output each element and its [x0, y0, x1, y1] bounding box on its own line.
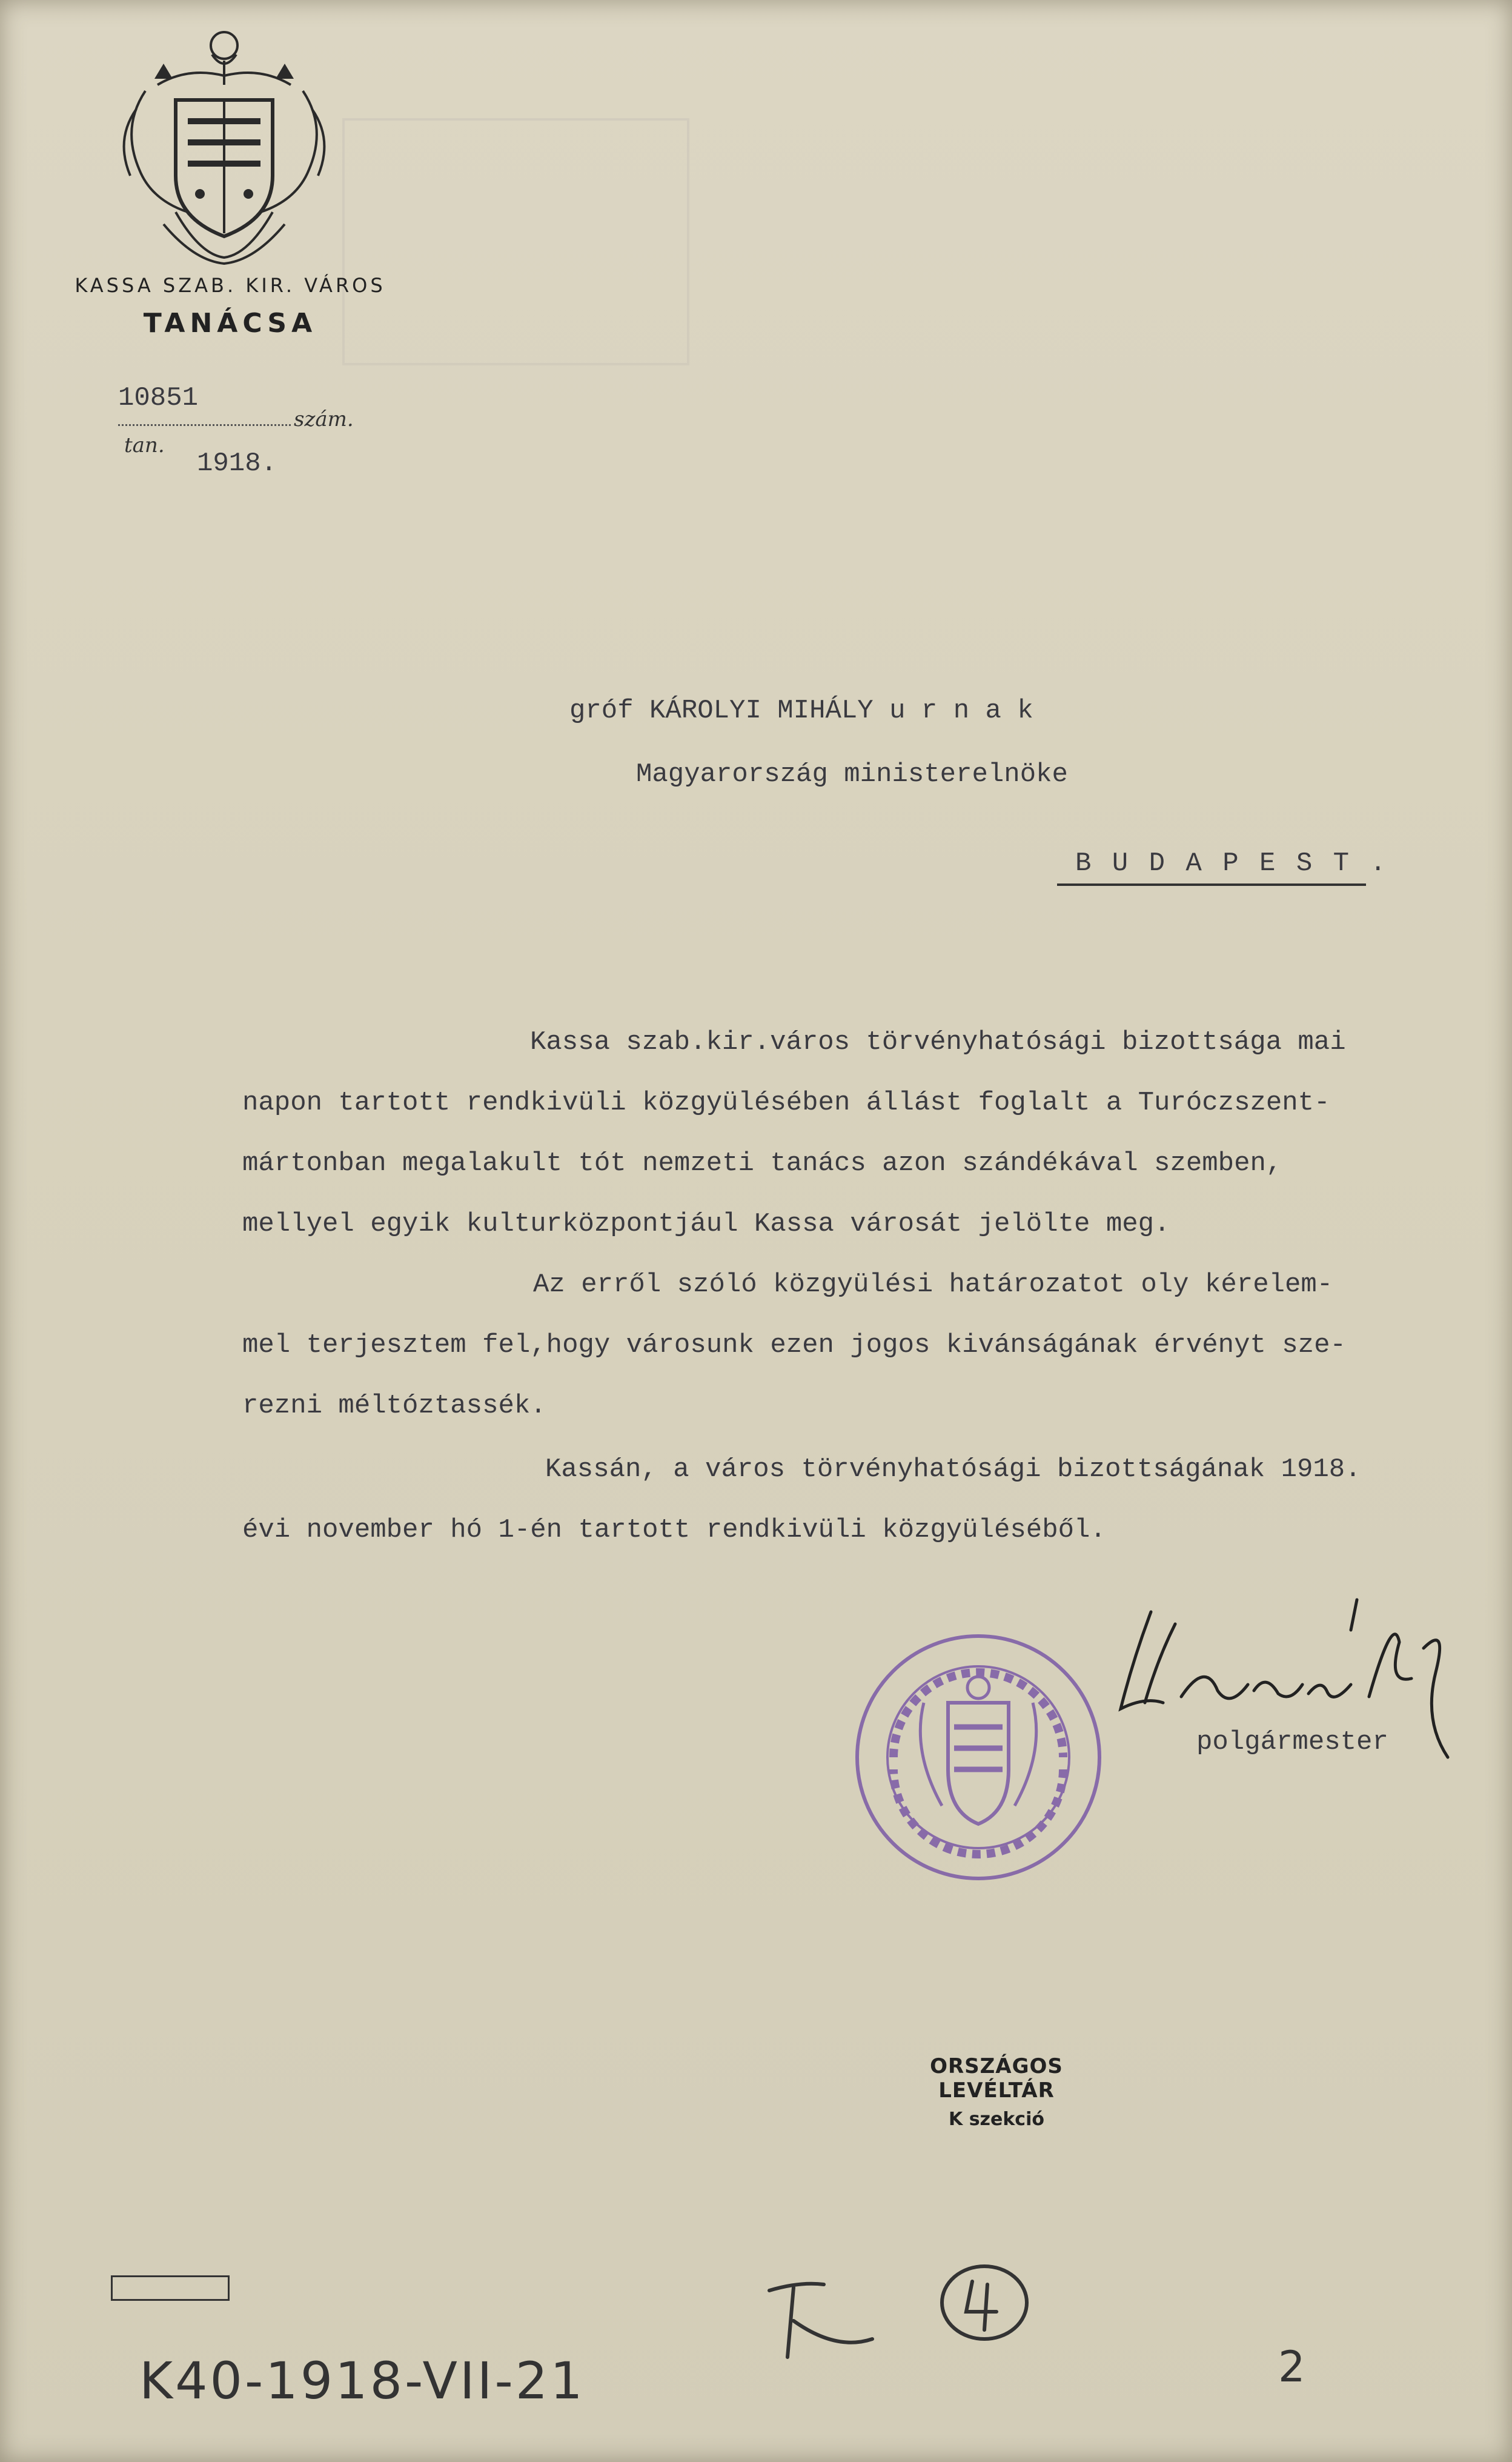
archive-stamp-line1: ORSZÁGOS LEVÉLTÁR [930, 2054, 1063, 2103]
body-line: Kassa szab.kir.város törvényhatósági bizottsága mai [530, 1027, 1346, 1057]
body-line: mellyel egyik kulturközpontjául Kassa városát jelölte meg. [242, 1209, 1170, 1239]
archive-stamp [900, 2054, 1093, 2130]
municipal-seal [851, 1630, 1106, 1885]
signatory-role: polgármester [1196, 1727, 1388, 1757]
number-dotted-line [118, 424, 291, 426]
letter-year: 1918. [197, 448, 277, 479]
handwritten-shelfmark: K40-1918-VII-21 [139, 2351, 585, 2410]
letterhead [61, 274, 400, 339]
city-underline [1057, 883, 1366, 886]
body-line: napon tartott rendkivüli közgyülésében állást foglalt a Turóczszent- [242, 1088, 1330, 1118]
printer-imprint-box [111, 2275, 230, 2301]
pencil-mark [751, 2260, 951, 2363]
body-line: Az erről szóló közgyülési határozatot oly kérelem- [533, 1269, 1333, 1300]
addressee-title: Magyarország ministerelnöke [636, 759, 1068, 790]
body-line: rezni méltóztassék. [242, 1391, 546, 1421]
addressee-city: B U D A P E S T . [1075, 848, 1388, 879]
szam-label: szám. [294, 407, 354, 431]
archive-stamp-line2: K szekció [949, 2109, 1044, 2130]
letterhead-council: TANÁCSA [143, 308, 317, 339]
body-line: évi november hó 1-én tartott rendkivüli közgyüléséből. [242, 1515, 1106, 1545]
body-line: Kassán, a város törvényhatósági bizottságának 1918. [545, 1454, 1361, 1485]
body-line: mártonban megalakult tót nemzeti tanács azon szándékával szemben, [242, 1148, 1282, 1179]
addressee-name: gróf KÁROLYI MIHÁLY u r n a k [569, 696, 1033, 726]
body-line: mel terjesztem fel,hogy városunk ezen jogos kivánságának érvényt sze- [242, 1330, 1346, 1360]
letterhead-city: KASSA SZAB. KIR. VÁROS [75, 274, 386, 297]
handwritten-page-number: 2 [1278, 2342, 1305, 2392]
coat-of-arms-logo [103, 18, 345, 267]
circled-number-mark [930, 2257, 1039, 2348]
tan-label: tan. [124, 433, 165, 457]
registration-number: 10851 [118, 383, 199, 413]
